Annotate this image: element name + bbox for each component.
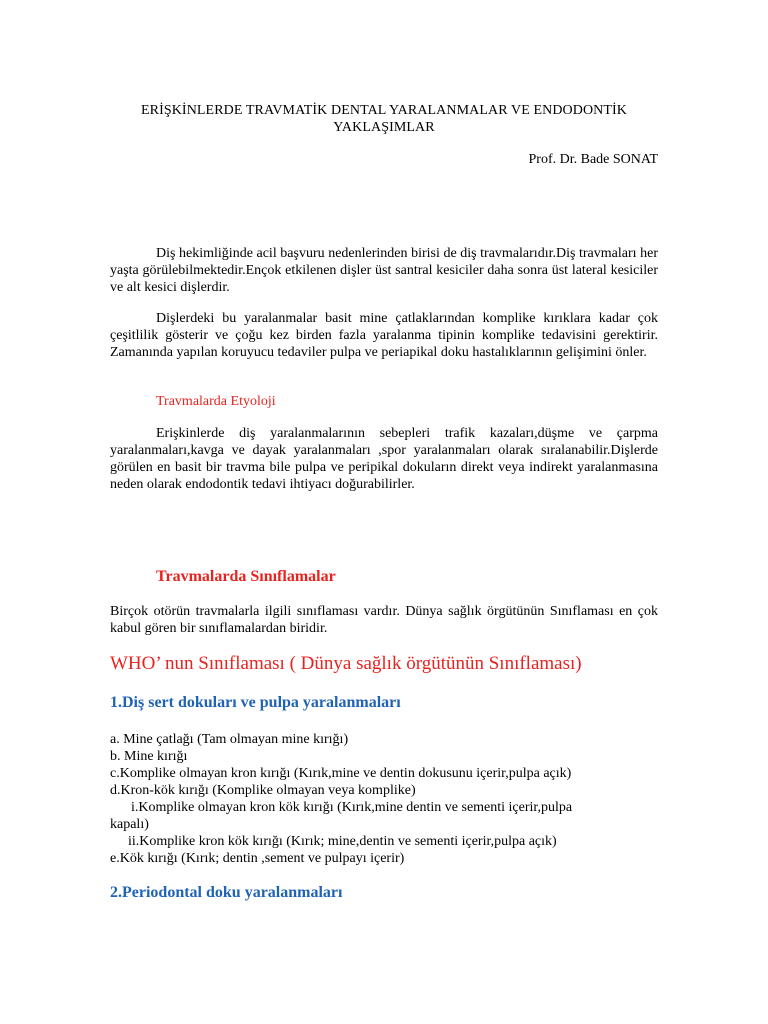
title-line-2: YAKLAŞIMLAR	[333, 120, 435, 135]
list-item: kapalı)	[110, 817, 149, 832]
author-line: Prof. Dr. Bade SONAT	[528, 152, 658, 167]
list-item: ii.Komplike kron kök kırığı (Kırık; mine,dentin ve sementi içerir,pulpa açık)	[128, 834, 557, 849]
paragraph-etiology	[110, 425, 658, 493]
list-item: d.Kron-kök kırığı (Komplike olmayan veya komplike)	[110, 783, 416, 798]
paragraph-injury-types	[110, 310, 658, 361]
section-1-list	[110, 731, 658, 867]
section-2-heading: 2.Periodontal doku yaralanmaları	[110, 884, 343, 901]
document-title	[100, 102, 668, 136]
list-item: a. Mine çatlağı (Tam olmayan mine kırığı)	[110, 732, 349, 747]
paragraph-intro-text: Diş hekimliğinde acil başvuru nedenlerinden birisi de diş travmalarıdır.Diş travmaları her yaşta görülebilmektedir.Ençok etkilenen dişler üst santral kesiciler daha sonra üst lateral kesiciler ve alt kesici dişlerdir.	[110, 246, 658, 295]
paragraph-etiology-text: Erişkinlerde diş yaralanmalarının sebepleri trafik kazaları,düşme ve çarpma yaralanmaları,kavga ve dayak yaralanmaları ,spor yaralanmaları olarak sıralanabilir.Dişlerde görülen en basit bir travma bile pulpa ve peripikal dokuların direkt veya indirekt yaralanmasına neden olarak endodontik tedavi ihtiyacı doğurabilirler.	[110, 426, 658, 492]
section-1-heading: 1.Diş sert dokuları ve pulpa yaralanmaları	[110, 694, 401, 711]
classification-heading: Travmalarda Sınıflamalar	[156, 568, 336, 585]
list-item: i.Komplike olmayan kron kök kırığı (Kırık,mine dentin ve sementi içerir,pulpa	[131, 800, 573, 815]
etiology-heading: Travmalarda Etyoloji	[156, 394, 276, 409]
paragraph-classification: Birçok otörün travmalarla ilgili sınıflaması vardır. Dünya sağlık örgütünün Sınıflaması en çok kabul gören bir sınıflamalardan biridir.	[110, 604, 658, 636]
paragraph-injury-types-text: Dişlerdeki bu yaralanmalar basit mine çatlaklarından komplike kırıklara kadar çok çeşitlilik gösterir ve çoğu kez birden fazla yaralanma tipinin komplike tedavisini gerektirir. Zamanında yapılan koruyucu tedaviler pulpa ve periapikal doku hastalıklarının gelişimini önler.	[110, 311, 658, 360]
paragraph-intro	[110, 245, 658, 296]
list-item: b. Mine kırığı	[110, 749, 188, 764]
list-item: c.Komplike olmayan kron kırığı (Kırık,mine ve dentin dokusunu içerir,pulpa açık)	[110, 766, 572, 781]
title-line-1: ERİŞKİNLERDE TRAVMATİK DENTAL YARALANMALAR VE ENDODONTİK	[140, 103, 628, 118]
who-heading: WHO’ nun Sınıflaması ( Dünya sağlık örgütünün Sınıflaması)	[110, 653, 582, 674]
list-item: e.Kök kırığı (Kırık; dentin ,sement ve pulpayı içerir)	[110, 851, 405, 866]
